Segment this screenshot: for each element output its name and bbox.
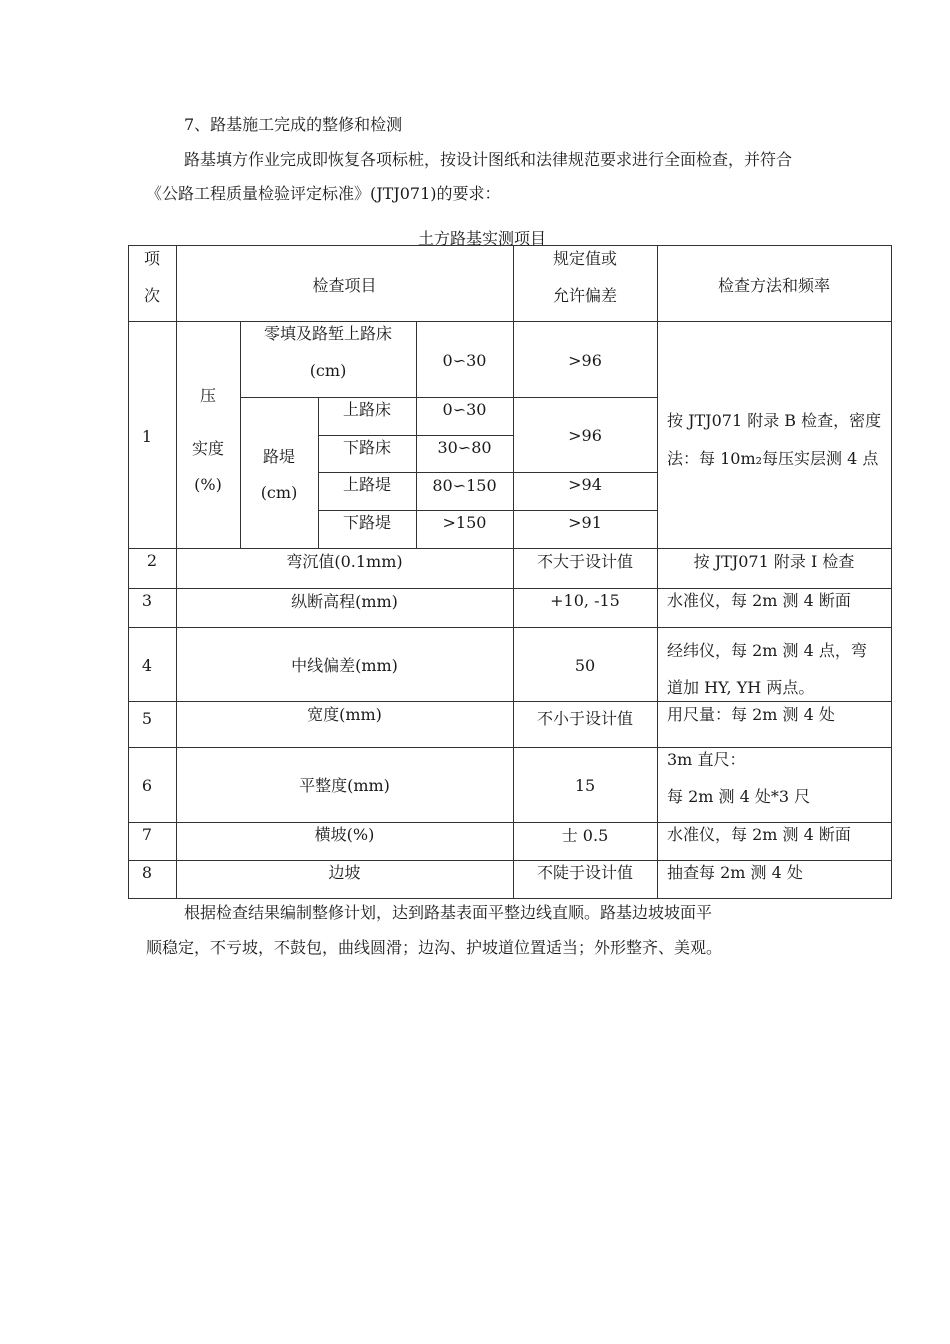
row-method: 3m 直尺： (667, 750, 746, 769)
row-item: 宽度(mm) (307, 705, 382, 724)
table-rule (128, 860, 892, 861)
section-heading: 7、路基施工完成的整修和检测 (184, 115, 403, 134)
table-rule (128, 701, 892, 702)
table-rule (240, 321, 241, 548)
sub-layer-value: >94 (568, 475, 602, 494)
row-method: 水准仪，每 2m 测 4 断面 (667, 591, 851, 610)
row-spec: +10, -15 (550, 591, 620, 610)
row-spec: 士 0.5 (561, 826, 609, 845)
table-rule (318, 510, 657, 511)
sub-layer-value: >96 (568, 426, 602, 445)
header-no: 次 (143, 286, 160, 305)
header-no: 项 (143, 249, 160, 268)
row-spec: 不陡于设计值 (536, 863, 633, 882)
row-number: 1 (141, 427, 153, 446)
sub-layer-name: 上路床 (342, 400, 391, 419)
sub-layer-range: >150 (442, 513, 487, 532)
zero-fill-unit: (cm) (309, 361, 347, 380)
table-caption: 土方路基实测项目 (418, 229, 547, 248)
conclusion-line-1: 根据检查结果编制整修计划，达到路基表面平整边线直顺。路基边坡坡面平 (184, 903, 713, 922)
sub-layer-value: >91 (568, 513, 602, 532)
row-spec: 15 (574, 776, 596, 795)
table-rule (240, 397, 657, 398)
table-rule (891, 245, 892, 898)
row1-method: 按 JTJ071 附录 B 检查，密度 (667, 411, 882, 430)
intro-line-2: 《公路工程质量检验评定标准》(JTJ071)的要求： (146, 184, 501, 203)
compaction-label: 实度 (191, 439, 224, 458)
conclusion-line-2: 顺稳定，不亏坡，不鼓包，曲线圆滑；边沟、护坡道位置适当；外形整齐、美观。 (146, 938, 723, 957)
table-rule (128, 588, 892, 589)
table-rule (128, 747, 892, 748)
table-rule (128, 321, 892, 322)
row-number: 5 (141, 709, 153, 728)
sub-layer-name: 上路堤 (342, 475, 391, 494)
table-rule (128, 245, 892, 246)
row-method: 抽查每 2m 测 4 处 (667, 863, 803, 882)
sub-layer-range: 30∽80 (437, 438, 492, 457)
row-spec: 不大于设计值 (536, 552, 633, 571)
table-rule (318, 472, 657, 473)
compaction-unit: (%) (194, 475, 222, 494)
table-rule (128, 548, 892, 549)
row-item: 纵断高程(mm) (291, 592, 398, 611)
row-spec: 不小于设计值 (536, 709, 633, 728)
sub-layer-range: 0∽30 (442, 400, 487, 419)
row1-method: 法：每 10m₂每压实层测 4 点 (667, 449, 879, 468)
header-spec: 允许偏差 (552, 286, 617, 305)
sub-layer-range: 80∽150 (432, 476, 497, 495)
row-item: 平整度(mm) (299, 776, 390, 795)
header-item: 检查项目 (312, 276, 377, 295)
table-rule (128, 822, 892, 823)
zero-fill-value: >96 (568, 351, 602, 370)
row-item: 中线偏差(mm) (291, 656, 398, 675)
row-number: 4 (141, 656, 153, 675)
embankment-label: 路堤 (262, 447, 295, 466)
sub-layer-name: 下路堤 (342, 513, 391, 532)
zero-fill-label: 零填及路堑上路床 (263, 324, 392, 343)
header-method: 检查方法和频率 (717, 276, 830, 295)
header-spec: 规定值或 (552, 249, 617, 268)
row-method: 道加 HY, YH 两点。 (667, 678, 815, 697)
sub-layer-name: 下路床 (342, 438, 391, 457)
row-spec: 50 (574, 656, 596, 675)
row-number: 7 (141, 825, 153, 844)
row-item: 边坡 (328, 863, 361, 882)
row-method: 按 JTJ071 附录 I 检查 (693, 552, 855, 571)
intro-line-1: 路基填方作业完成即恢复各项标桩，按设计图纸和法律规范要求进行全面检查，并符合 (184, 150, 793, 169)
row-number: 2 (146, 551, 158, 570)
row-method: 每 2m 测 4 处*3 尺 (667, 787, 811, 806)
compaction-label: 压 (199, 386, 216, 405)
table-rule (128, 627, 892, 628)
row-method: 用尺量：每 2m 测 4 处 (667, 705, 835, 724)
row-method: 经纬仪，每 2m 测 4 点，弯 (667, 641, 867, 660)
table-rule (128, 898, 892, 899)
row-number: 3 (141, 591, 153, 610)
embankment-unit: (cm) (260, 483, 298, 502)
row-item: 横坡(%) (314, 825, 375, 844)
row-number: 6 (141, 776, 153, 795)
row-method: 水准仪，每 2m 测 4 断面 (667, 825, 851, 844)
zero-fill-range: 0∽30 (442, 351, 487, 370)
row-number: 8 (141, 863, 153, 882)
row-item: 弯沉值(0.1mm) (286, 552, 403, 571)
